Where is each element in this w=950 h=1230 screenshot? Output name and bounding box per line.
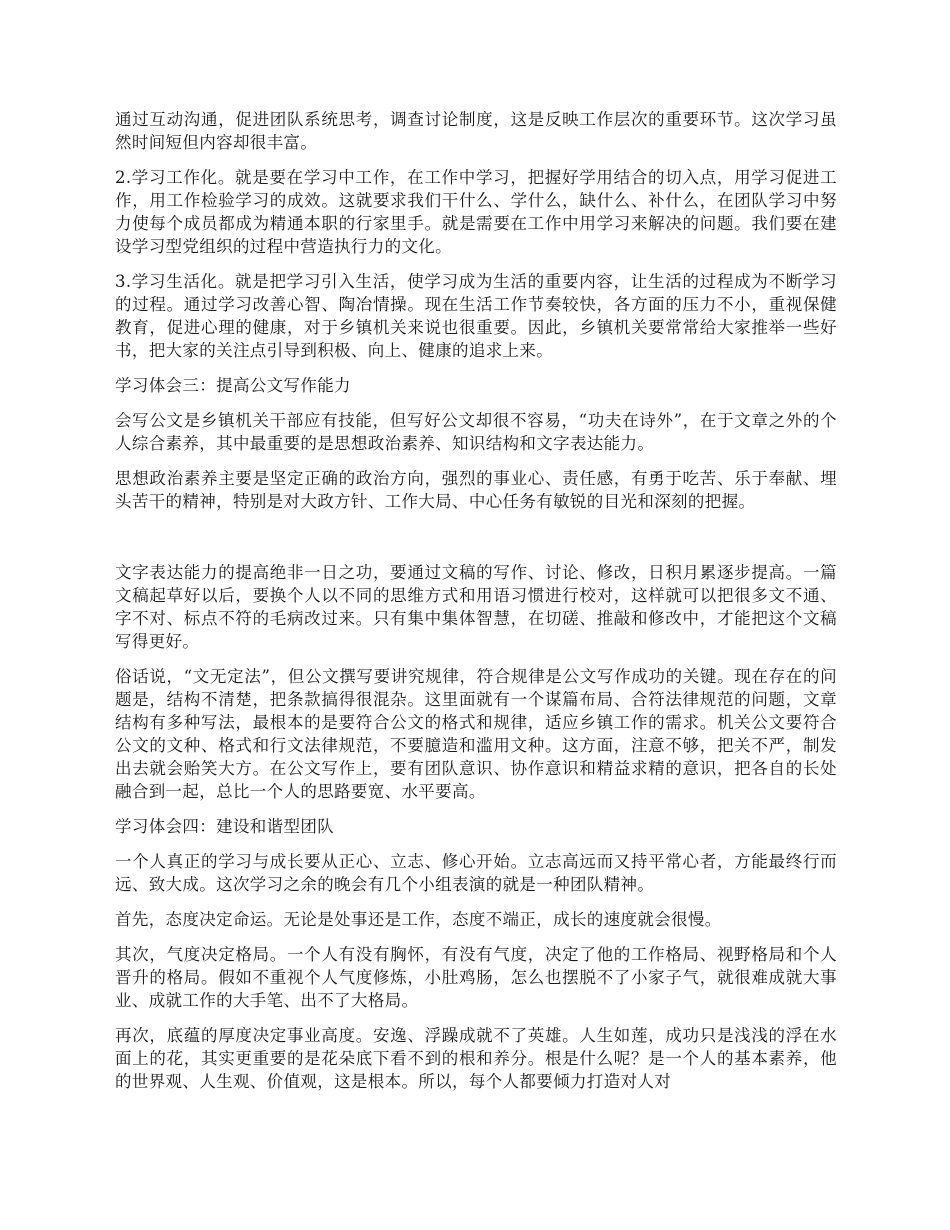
paragraph-9: 首先，态度决定命运。无论是处事还是工作，态度不端正，成长的速度就会很慢。 — [115, 910, 722, 929]
paragraph-10: 其次，气度决定格局。一个人有没有胸怀，有没有气度，决定了他的工作格局、视野格局和个人晋升的格局。假如不重视个人气度修炼，小肚鸡肠，怎么也摆脱不了小家子气，就很难成就大事业、成就工作的大手笔、出不了大格局。 — [115, 945, 837, 1010]
paragraph-8: 一个人真正的学习与成长要从正心、立志、修心开始。立志高远而又持平常心者，方能最终行而远、致大成。这次学习之余的晚会有几个小组表演的就是一种团队精神。 — [115, 852, 837, 894]
section-heading-4: 学习体会四：建设和谐型团队 — [115, 817, 335, 836]
paragraph-4: 会写公文是乡镇机关干部应有技能，但写好公文却很不容易，“功夫在诗外”，在于文章之外的个人综合素养，其中最重要的是思想政治素养、知识结构和文字表达能力。 — [115, 411, 837, 453]
paragraph-3: 3.学习生活化。就是把学习引入生活，使学习成为生活的重要内容，让生活的过程成为不断学习的过程。通过学习改善心智、陶冶情操。现在生活工作节奏较快，各方面的压力不小，重视保健教育，促进心理的健康，对于乡镇机关来说也很重要。因此，乡镇机关要常常给大家推举一些好书，把大家的关注点引导到积极、向上、健康的追求上来。 — [115, 272, 837, 360]
section-heading-3: 学习体会三：提高公文写作能力 — [115, 376, 351, 395]
paragraph-2: 2.学习工作化。就是要在学习中工作，在工作中学习，把握好学用结合的切入点，用学习促进工作，用工作检验学习的成效。这就要求我们干什么、学什么，缺什么、补什么，在团队学习中努力使每个成员都成为精通本职的行家里手。就是需要在工作中用学习来解决的问题。我们要在建设学习型党组织的过程中营造执行力的文化。 — [115, 168, 837, 256]
paragraph-5: 思想政治素养主要是坚定正确的政治方向，强烈的事业心、责任感，有勇于吃苦、乐于奉献、埋头苦干的精神，特别是对大政方针、工作大局、中心任务有敏锐的目光和深刻的把握。 — [115, 469, 837, 511]
paragraph-11: 再次，底蕴的厚度决定事业高度。安逸、浮躁成就不了英雄。人生如莲，成功只是浅浅的浮在水面上的花，其实更重要的是花朵底下看不到的根和养分。根是什么呢？是一个人的基本素养，他的世界观、人生观、价值观，这是根本。所以，每个人都要倾力打造对人对 — [115, 1026, 837, 1091]
paragraph-1: 通过互动沟通，促进团队系统思考，调查讨论制度，这是反映工作层次的重要环节。这次学习虽然时间短但内容却很丰富。 — [115, 110, 837, 152]
document-body — [115, 108, 837, 1105]
paragraph-7: 俗话说，“文无定法”，但公文撰写要讲究规律，符合规律是公文写作成功的关键。现在存在的问题是，结构不清楚，把条款搞得很混杂。这里面就有一个谋篇布局、合符法律规范的问题，文章结构有多种写法，最根本的是要符合公文的格式和规律，适应乡镇工作的需求。机关公文要符合公文的文种、格式和行文法律规范，不要臆造和滥用文种。这方面，注意不够，把关不严，制发出去就会贻笑大方。在公文写作上，要有团队意识、协作意识和精益求精的意识，把各自的长处融合到一起，总比一个人的思路要宽、水平要高。 — [115, 667, 837, 801]
paragraph-6: 文字表达能力的提高绝非一日之功，要通过文稿的写作、讨论、修改，日积月累逐步提高。一篇文稿起草好以后，要换个人以不同的思维方式和用语习惯进行校对，这样就可以把很多文不通、字不对、标点不符的毛病改过来。只有集中集体智慧，在切磋、推敲和修改中，才能把这个文稿写得更好。 — [115, 563, 837, 651]
